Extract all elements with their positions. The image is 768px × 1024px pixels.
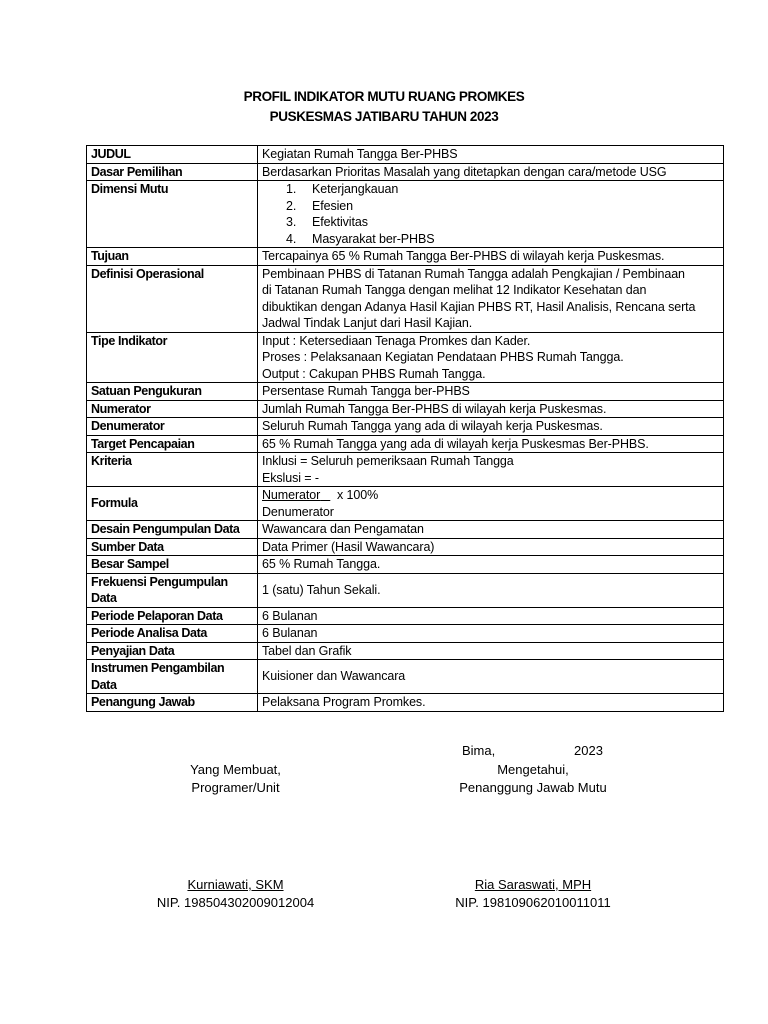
signature-year: 2023 [574,743,603,758]
left-signer-role: Yang Membuat, [190,762,281,777]
table-row-kriteria [87,453,724,487]
row-label: Tujuan [87,248,258,266]
table-row-target [87,435,724,453]
row-value: Tabel dan Grafik [258,642,724,660]
text-line: Pembinaan PHBS di Tatanan Rumah Tangga adalah Pengkajian / Pembinaan [262,266,685,281]
document-subtitle: PUSKESMAS JATIBARU TAHUN 2023 [269,109,499,124]
row-value [258,487,724,521]
text-line: Jadwal Tindak Lanjut dari Hasil Kajian. [262,316,473,330]
row-value [258,181,724,248]
label-line: Frekuensi Pengumpulan [91,574,228,589]
row-label: Penangung Jawab [87,694,258,712]
row-label: Dimensi Mutu [87,181,258,248]
row-value: 65 % Rumah Tangga. [258,556,724,574]
label-line: Data [91,677,117,692]
row-value: 6 Bulanan [258,625,724,643]
row-value: Berdasarkan Prioritas Masalah yang ditetapkan dengan cara/metode USG [258,163,724,181]
row-label: Periode Pelaporan Data [87,607,258,625]
table-row-numerator [87,400,724,418]
list-number: 2. [286,198,297,213]
right-signer-role: Mengetahui, [497,762,569,777]
row-label: Besar Sampel [87,556,258,574]
table-row-tujuan [87,248,724,266]
table-row-instrumen [87,660,724,694]
row-label: Numerator [87,400,258,418]
row-label: JUDUL [87,146,258,164]
row-label: Kriteria [87,453,258,487]
table-row-dasar [87,163,724,181]
table-row-denumerator [87,418,724,436]
text-line: Proses : Pelaksanaan Kegiatan Pendataan PHBS Rumah Tangga. [262,350,624,364]
row-label: Satuan Pengukuran [87,383,258,401]
row-label: Tipe Indikator [87,332,258,383]
formula-denominator: Denumerator [262,504,334,519]
row-label: Desain Pengumpulan Data [87,521,258,539]
row-value: Kuisioner dan Wawancara [258,660,724,694]
row-value: Data Primer (Hasil Wawancara) [258,538,724,556]
list-number: 4. [286,231,297,246]
right-signer-name: Ria Saraswati, MPH [474,877,592,892]
table-row-formula [87,487,724,521]
row-value: Wawancara dan Pengamatan [258,521,724,539]
text-line: Ekslusi = - [262,470,319,485]
text-line: di Tatanan Rumah Tangga dengan melihat 12 Indikator Kesehatan dan [262,283,647,297]
left-signer-nip: NIP. 198504302009012004 [156,895,315,910]
document-title: PROFIL INDIKATOR MUTU RUANG PROMKES [243,89,525,104]
formula-multiplier: x 100% [337,488,379,502]
row-value [258,265,724,332]
table-row-desain [87,521,724,539]
formula-numerator: Numerator [262,488,321,502]
dimension-list [262,181,719,247]
row-value [258,332,724,383]
label-line: Data [91,591,117,605]
table-row-analisa [87,625,724,643]
row-value: Pelaksana Program Promkes. [258,694,724,712]
table-row-tipe [87,332,724,383]
row-value: Kegiatan Rumah Tangga Ber-PHBS [258,146,724,164]
table-row-penyajian [87,642,724,660]
row-value: 65 % Rumah Tangga yang ada di wilayah kerja Puskesmas Ber-PHBS. [258,435,724,453]
row-label: Sumber Data [87,538,258,556]
row-label: Denumerator [87,418,258,436]
formula-top [262,487,719,504]
row-label: Dasar Pemilihan [87,163,258,181]
table-row-besar [87,556,724,574]
row-label: Periode Analisa Data [87,625,258,643]
list-item [286,198,719,215]
row-value: Seluruh Rumah Tangga yang ada di wilayah kerja Puskesmas. [258,418,724,436]
table-row-satuan [87,383,724,401]
text-line: Output : Cakupan PHBS Rumah Tangga. [262,366,486,381]
table-row-frekuensi [87,573,724,607]
row-value: 6 Bulanan [258,607,724,625]
row-label [87,660,258,694]
row-label: Target Pencapaian [87,435,258,453]
list-item [286,181,719,198]
row-value: 1 (satu) Tahun Sekali. [258,573,724,607]
row-value: Jumlah Rumah Tangga Ber-PHBS di wilayah kerja Puskesmas. [258,400,724,418]
row-label: Formula [87,487,258,521]
row-label: Penyajian Data [87,642,258,660]
row-value [258,453,724,487]
list-text: Efesien [312,198,353,213]
row-value: Persentase Rumah Tangga ber-PHBS [258,383,724,401]
left-signer-unit: Programer/Unit [191,780,280,795]
list-item [286,214,719,231]
table-row-pelaporan [87,607,724,625]
list-text: Keterjangkauan [312,182,399,196]
right-signer-nip: NIP. 198109062010011011 [455,895,611,910]
list-text: Efektivitas [312,215,368,229]
table-row-definisi [87,265,724,332]
text-line: Input : Ketersediaan Tenaga Promkes dan Kader. [262,333,531,348]
list-number: 1. [286,182,297,196]
indicator-table [86,145,724,712]
text-line: dibuktikan dengan Adanya Hasil Kajian PHBS RT, Hasil Analisis, Rencana serta [262,299,696,314]
row-label: Definisi Operasional [87,265,258,332]
list-text: Masyarakat ber-PHBS [312,231,435,246]
table-row-sumber [87,538,724,556]
left-signer-name: Kurniawati, SKM [187,877,284,892]
signature-place: Bima, [462,743,496,758]
list-item [286,231,719,248]
right-signer-title: Penanggung Jawab Mutu [459,780,607,795]
row-value: Tercapainya 65 % Rumah Tangga Ber-PHBS di wilayah kerja Puskesmas. [258,248,724,266]
table-row-penanggung [87,694,724,712]
label-line: Instrumen Pengambilan [91,661,225,675]
row-label [87,573,258,607]
text-line: Inklusi = Seluruh pemeriksaan Rumah Tangga [262,454,514,468]
list-number: 3. [286,215,297,229]
table-row-dimensi [87,181,724,248]
table-row-judul [87,146,724,164]
